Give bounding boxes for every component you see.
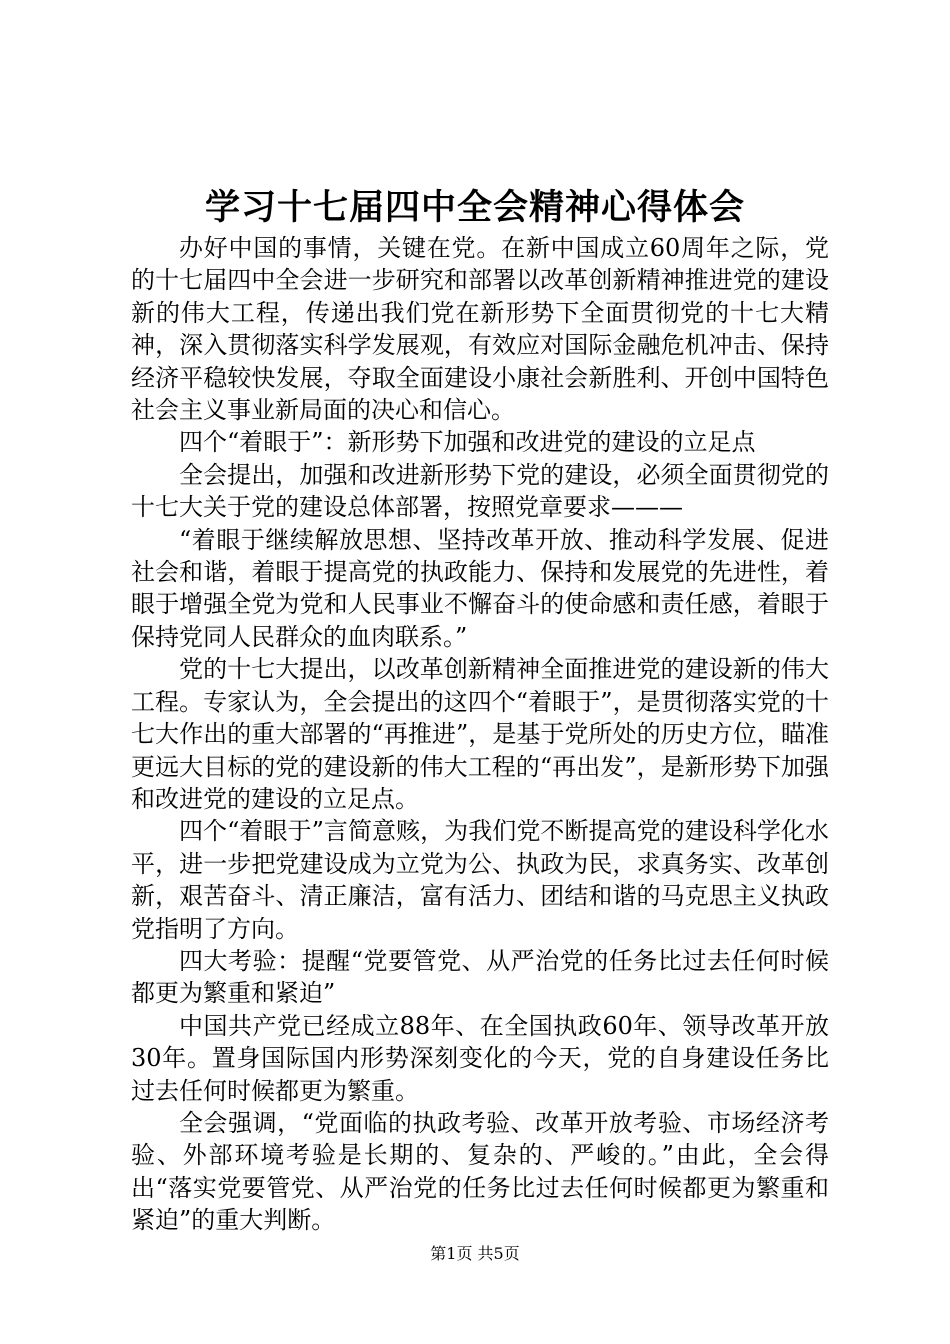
paragraph: 办好中国的事情，关键在党。在新中国成立60周年之际，党的十七届四中全会进一步研究和部署以改革创新精神推进党的建设新的伟大工程，传递出我们党在新形势下全面贯彻党的十七大精神，深入贯彻落实科学发展观，有效应对国际金融危机冲击、保持经济平稳较快发展，夺取全面建设小康社会新胜利、开创中国特色社会主义事业新局面的决心和信心。: [131, 234, 829, 425]
paragraph: 全会提出，加强和改进新形势下党的建设，必须全面贯彻党的十七大关于党的建设总体部署，按照党章要求———: [131, 460, 829, 522]
document-body: [131, 232, 829, 1237]
paragraph: 全会强调，“党面临的执政考验、改革开放考验、市场经济考验、外部环境考验是长期的、复杂的、严峻的。”由此，全会得出“落实党要管党、从严治党的任务比过去任何时候都更为繁重和紧迫”的重大判断。: [131, 1108, 829, 1235]
paragraph: 四个“着眼于”言简意赅，为我们党不断提高党的建设科学化水平，进一步把党建设成为立党为公、执政为民，求真务实、改革创新，艰苦奋斗、清正廉洁，富有活力、团结和谐的马克思主义执政党指明了方向。: [131, 817, 829, 943]
paragraph: 党的十七大提出，以改革创新精神全面推进党的建设新的伟大工程。专家认为，全会提出的这四个“着眼于”，是贯彻落实党的十七大作出的重大部署的“再推进”，是基于党所处的历史方位，瞄准更远大目标的党的建设新的伟大工程的“再出发”，是新形势下加强和改进党的建设的立足点。: [131, 655, 829, 813]
section-heading: 四个“着眼于”：新形势下加强和改进党的建设的立足点: [179, 428, 756, 457]
page-title: 学习十七届四中全会精神心得体会: [204, 187, 745, 228]
page-number: 第1页 共5页: [430, 1244, 520, 1263]
section-heading: 四大考验：提醒“党要管党、从严治党的任务比过去任何时候都更为繁重和紧迫”: [131, 946, 829, 1008]
quotation-paragraph: “着眼于继续解放思想、坚持改革开放、推动科学发展、促进社会和谐，着眼于提高党的执政能力、保持和发展党的先进性，着眼于增强全党为党和人民事业不懈奋斗的使命感和责任感，着眼于保持党同人民群众的血肉联系。”: [131, 525, 829, 651]
paragraph: 中国共产党已经成立88年、在全国执政60年、领导改革开放30年。置身国际国内形势深刻变化的今天，党的自身建设任务比过去任何时候都更为繁重。: [131, 1011, 829, 1105]
